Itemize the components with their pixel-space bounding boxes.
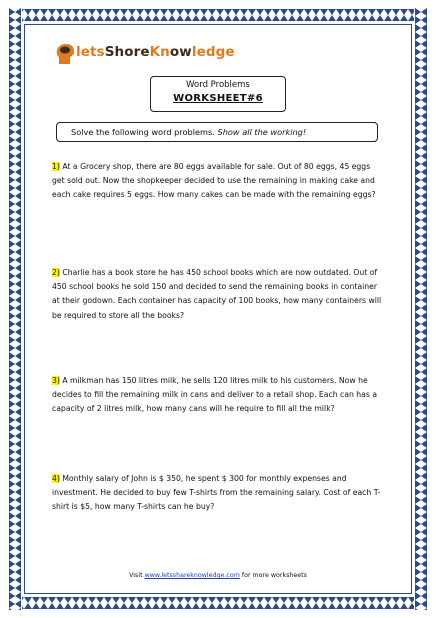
question-3: [52, 374, 384, 417]
decorative-border-left: [8, 8, 22, 610]
footer: [0, 572, 436, 579]
footer-website-link[interactable]: www.letsshareknowledge.com: [144, 572, 240, 579]
decorative-border-top: [8, 8, 428, 22]
logo-wordmark: letsShoreKnowledge: [76, 44, 235, 60]
brain-person-icon: [54, 42, 76, 66]
instructions-text: Solve the following word problems.: [71, 127, 215, 137]
question-number: 4): [52, 474, 60, 483]
question-text: A milkman has 150 litres milk, he sells 120 litres milk to his customers. Now he decides to fill the remaining milk in cans and deliver to a retail shop. Each can has a capacity of 2 litres milk, how many cans will he require to fill all the milk?: [52, 376, 378, 414]
question-text: Monthly salary of John is $ 350, he spent $ 300 for monthly expenses and investment. He decided to buy few T-shirts from the remaining salary. Cost of each T-shirt is $5, how many T-shirts can he buy?: [52, 474, 381, 512]
decorative-border-bottom: [8, 596, 428, 610]
footer-suffix: for more worksheets: [241, 572, 307, 579]
instructions-box: [56, 122, 378, 142]
question-4: [52, 472, 384, 515]
question-text: Charlie has a book store he has 450 school books which are now outdated. Out of 450 school books he sold 150 and decided to send the remaining books in container at their godown. Each container has capacity of 100 books, how many containers will be required to store all the books?: [52, 268, 382, 320]
title-box: [150, 76, 286, 112]
worksheet-subtitle: Word Problems: [186, 80, 250, 90]
question-2: [52, 266, 384, 323]
footer-prefix: Visit: [129, 572, 143, 579]
question-1: [52, 160, 384, 203]
question-number: 1): [52, 162, 60, 171]
question-text: At a Grocery shop, there are 80 eggs available for sale. Out of 80 eggs, 45 eggs get sold out. Now the shopkeeper decided to use the remaining in making cake and each cake requires 5 eggs. How many cakes can be made with the remaining eggs?: [52, 162, 376, 200]
instructions-emphasis: Show all the working!: [217, 127, 307, 137]
worksheet-title: WORKSHEET#6: [173, 93, 263, 104]
question-number: 3): [52, 376, 60, 385]
question-number: 2): [52, 268, 60, 277]
decorative-border-right: [414, 8, 428, 610]
